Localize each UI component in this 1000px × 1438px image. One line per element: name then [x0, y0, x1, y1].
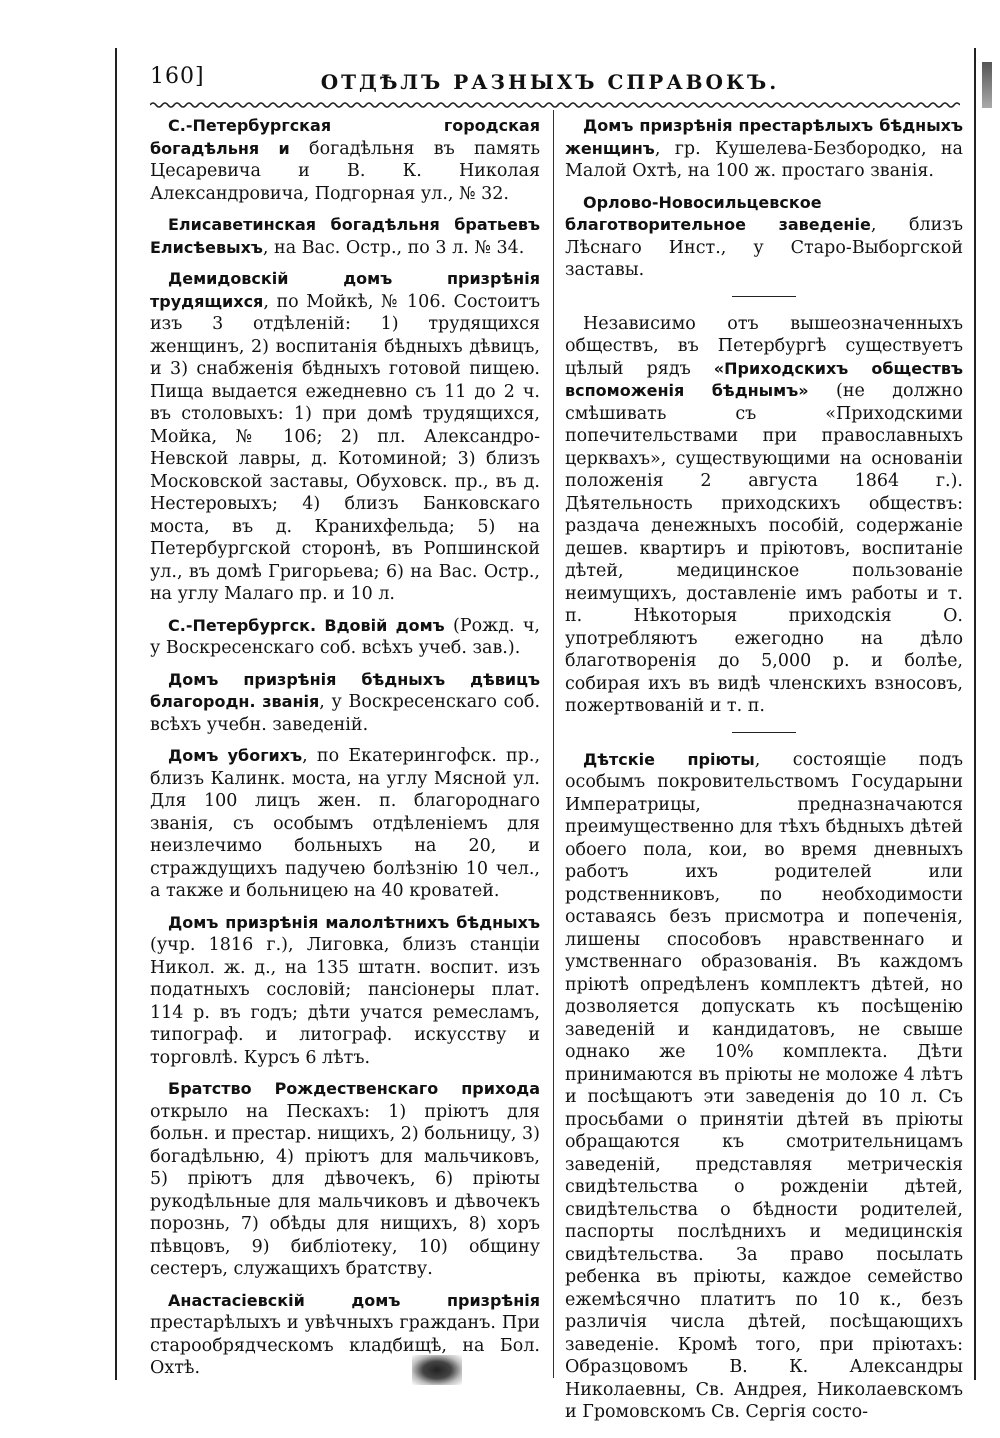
right-border-line [974, 48, 976, 1380]
entry-heading: Дѣтскіе пріюты [583, 749, 755, 769]
entry-orlovo-novosiltsev [565, 192, 963, 282]
entry-heading: Орлово-Новосильцевское благотворительное заведеніе [565, 192, 871, 234]
entry-text: богадѣльня въ память Цесаревича и В. К. Николая Александровича, Подгорная ул., № 32. [150, 138, 541, 204]
entry-heading: Домъ призрѣнія малолѣтнихъ бѣдныхъ [168, 912, 540, 932]
entry-text: , гр. Кушелева-Безбородко, на Малой Охтѣ, на 100 ж. простаго званія. [565, 138, 963, 181]
entry-widows-house [150, 615, 540, 660]
entry-noble-maidens-house [150, 669, 540, 737]
ink-blot [412, 1355, 462, 1385]
entry-house-of-poor [150, 745, 540, 903]
entry-text: , по Екатерингофск. пр., близъ Калинк. моста, на углу Мясной ул. Для 100 лицъ жен. п. благороднаго званія, съ особымъ отдѣленіемъ для неизлечимо больныхъ на 20, и страждущихъ падучею болѣзнію 10 чел., а также и больницею на 40 кроватей. [150, 746, 541, 901]
entry-text: , близъ Лѣснаго Инст., у Старо-Выборгской заставы. [565, 215, 963, 280]
entry-nativity-brotherhood [150, 1078, 540, 1281]
entry-text: , по Мойкѣ, № 106. Состоитъ изъ 3 отдѣленій: 1) трудящихся женщинъ, 2) воспитанія бѣдныхъ дѣвицъ, и 3) снабженія бѣдныхъ готовой пищею. Пища выдается ежедневно съ 11 до 2 ч. въ столовыхъ: 1) при домѣ трудящихся, Мойка, № 106; 2) пл. Александро-Невской лавры, д. Котоминой; 3) близъ Московской заставы, Обуховск. пр., въ д. Нестеровыхъ; 4) близъ Банковскаго моста, въ д. Краниxфельда; 5) на Петербургской сторонѣ, въ Ропшинской ул., въ домѣ Григорьева; 6) на Вас. Остр., на углу Малаго пр. и 10 л. [150, 291, 540, 604]
entry-elderly-women-house [565, 115, 963, 183]
binding-mark [982, 62, 992, 108]
childrens-shelters-paragraph [565, 749, 963, 1424]
section-separator [732, 732, 796, 733]
left-border-line [115, 48, 117, 1380]
entry-heading: С.-Петербургск. Вдовій домъ [168, 615, 445, 635]
paragraph-text: Независимо отъ вышеозначенныхъ обществъ, въ Петербургѣ существуетъ цѣлый рядъ [565, 313, 963, 379]
entry-text: открыло на Пескахъ: 1) пріютъ для больн. и престар. нищихъ, 2) больницу, 3) богадѣльню, 4) пріютъ для мальчиковъ, 5) пріютъ для дѣвочекъ, 6) пріюты рукодѣльные для мальчиковъ и дѣвочекъ порознь, 7) обѣды для нищихъ, 8) хоръ пѣвцовъ, 9) библіотеку, 10) общину сестеръ, служащихъ братству. [150, 1101, 540, 1279]
entry-heading: С.-Петербургская городская богадѣльня и [150, 116, 540, 158]
entry-text: , состоящіе подъ особымъ покровительствомъ Государыни Императрицы, предназначаются преимущественно для тѣхъ бѣдныхъ дѣтей обоего пола, кои, во время дневныхъ работъ ихъ родителей или родственниковъ, по необходимости оставаясь безъ присмотра и попеченія, лишены способовъ нравственнаго и умственнаго образованія. Въ каждомъ пріютѣ опредѣленъ комплектъ дѣтей, но дозволяется допускать къ посѣщенію заведеній и кандидатовъ, не свыше однако же 10% комплекта. Дѣти принимаются въ пріюты не моложе 4 лѣтъ и посѣщаютъ эти заведенія до 10 л. Съ просьбами о принятіи дѣтей въ пріюты обращаются къ смотрительницамъ заведеній, представляя метрическія свидѣтельства о рожденіи дѣтей, свидѣтельства о бѣдности родителей, паспорты послѣднихъ и медицинскія свидѣтельства. За право посылать ребенка въ пріюты, каждое семейство ежемѣсячно платитъ по 10 к., безъ различія числа дѣтей, посѣщающихъ заведеніе. Кромѣ того, при пріютахъ: Образцовомъ В. К. Александры Николаевны, Св. Андрея, Николаевскомъ и Громовскомъ Св. Сергія состо- [565, 749, 963, 1422]
entry-city-almshouse [150, 115, 540, 205]
page-header [150, 58, 950, 98]
right-column [565, 115, 963, 1433]
entry-anastasievsky-house [150, 1290, 540, 1380]
entry-heading: Домъ убогихъ [168, 746, 303, 765]
entry-text: , у Воскресенскаго соб. всѣхъ учебн. заведеній. [150, 692, 541, 735]
page-number: 160] [150, 64, 205, 89]
header-wavy-rule [150, 100, 960, 110]
entry-demidov-house [150, 268, 540, 606]
entry-text: престарѣлыхъ и увѣчныхъ гражданъ. При старообрядческомъ кладбищѣ, на Бол. Охтѣ. [150, 1313, 540, 1378]
entry-text: , на Вас. Остр., по 3 л. № 34. [262, 237, 525, 258]
entry-text: (Рожд. ч, у Воскресенскаго соб. всѣхъ учеб. зав.). [150, 615, 540, 658]
entry-text: (учр. 1816 г.), Лиговка, близъ станціи Никол. ж. д., на 135 штатн. воспит. изъ податныхъ сословій; пансіонеры плат. 114 р. въ годъ; дѣти учатся ремесламъ, типограф. и литограф. искусству и торговлѣ. Курсъ 6 лѣтъ. [150, 935, 540, 1068]
entry-heading: Анастасіевскій домъ призрѣнія [168, 1290, 540, 1310]
entry-orphans-house [150, 912, 540, 1070]
left-column [150, 115, 540, 1389]
column-divider [553, 110, 554, 1378]
paragraph-text: (не должно смѣшивать съ «Приходскими попечительствами при православныхъ церквахъ», существующими на основаніи положенія 2 августа 1864 г.). Дѣятельность приходскихъ обществъ: раздача денежныхъ пособій, содержаніе дешев. квартиръ и пріютовъ, воспитаніе дѣтей, медицинское пользованіе неимущихъ, доставленіе имъ работы и т. п. Нѣкоторыя приходскія О. употребляютъ ежегодно на дѣло благотворенія до 5,000 р. и болѣе, собирая ихъ въ видѣ членскихъ взносовъ, пожертвованій и т. п. [565, 381, 963, 716]
entry-heading: Домъ призрѣнія бѣдныхъ дѣвицъ благородн. званія [150, 669, 540, 711]
entry-heading: Елисаветинская богадѣльня братьевъ Елисѣевыхъ [150, 215, 540, 257]
entry-elisavetinskaya-almshouse [150, 214, 540, 259]
parish-societies-paragraph [565, 313, 963, 718]
entry-heading: Братство Рождественскаго прихода [168, 1079, 540, 1098]
section-separator [732, 296, 796, 297]
section-title: ОТДѢЛЪ РАЗНЫХЪ СПРАВОКЪ. [320, 70, 780, 94]
paragraph-emphasis: «Приходскихъ обществъ вспоможенія бѣднымъ» [565, 358, 963, 400]
entry-heading: Демидовскій домъ призрѣнія трудящихся [150, 269, 540, 311]
entry-heading: Домъ призрѣнія престарѣлыхъ бѣдныхъ женщинъ [565, 116, 963, 158]
